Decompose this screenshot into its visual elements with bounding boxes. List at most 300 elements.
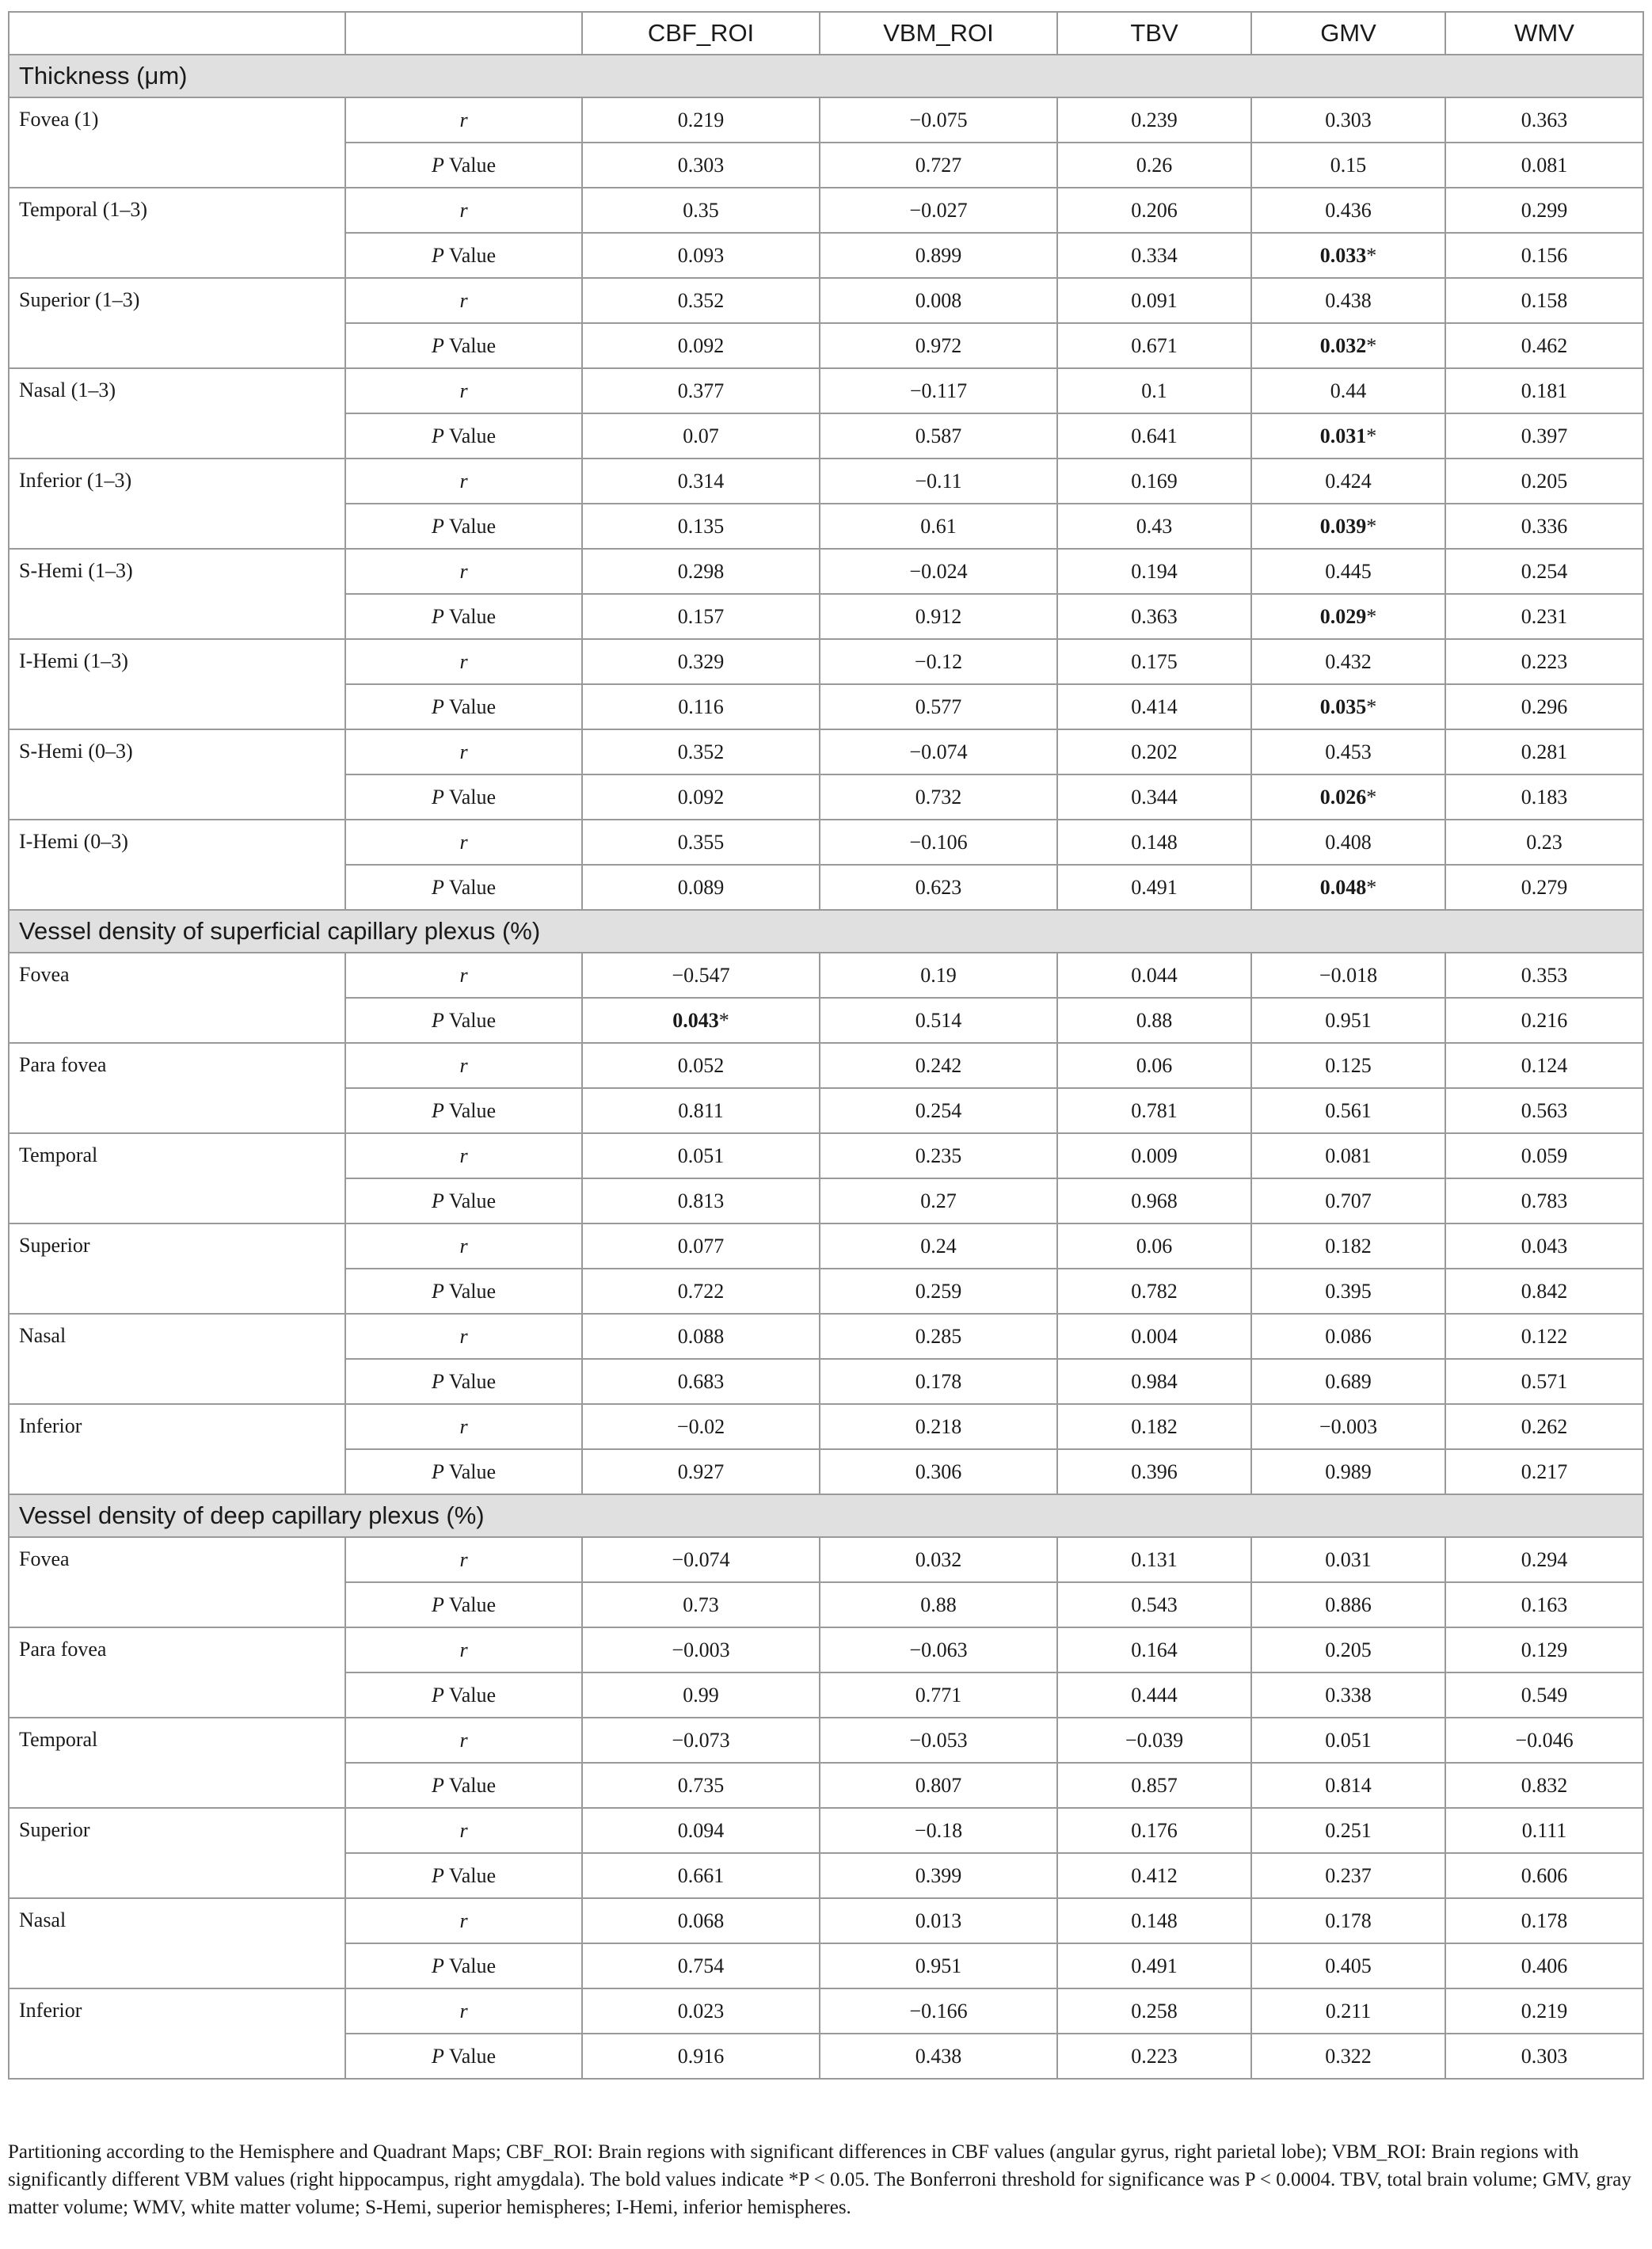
r-value-cell: 0.235 (820, 1133, 1057, 1178)
stat-label-p (345, 998, 582, 1043)
stat-label-p (345, 1582, 582, 1627)
stat-label-r-text: r (459, 559, 468, 583)
p-value-cell: 0.61 (820, 504, 1057, 549)
stat-label-r-text: r (459, 1234, 468, 1258)
p-value-cell: 0.857 (1057, 1763, 1251, 1808)
p-value-cell: 0.07 (582, 413, 820, 459)
table-row (9, 368, 1643, 413)
header-cell (9, 12, 345, 55)
stat-label-p (345, 594, 582, 639)
stat-label-p-rest: Value (443, 875, 497, 899)
p-value-cell: 0.984 (1057, 1359, 1251, 1404)
stat-label-r (345, 639, 582, 684)
p-value-cell: 0.563 (1445, 1088, 1643, 1133)
stat-label-p-italic: P (431, 1279, 444, 1303)
p-value-cell: 0.26 (1057, 143, 1251, 188)
stat-label-r-text: r (459, 379, 468, 402)
p-value-cell: 0.813 (582, 1178, 820, 1223)
stat-label-r (345, 1314, 582, 1359)
stat-label-p (345, 1672, 582, 1718)
table-row (9, 97, 1643, 143)
p-value-bold: 0.048 (1319, 875, 1367, 899)
stat-label-r (345, 1808, 582, 1853)
p-value-bold: 0.033 (1319, 243, 1367, 267)
p-value-cell: 0.811 (582, 1088, 820, 1133)
r-value-cell: 0.329 (582, 639, 820, 684)
stat-label-p-italic: P (431, 875, 444, 899)
p-value-cell: 0.089 (582, 865, 820, 910)
p-value-cell: 0.237 (1251, 1853, 1445, 1898)
stat-label-p-rest: Value (443, 2044, 497, 2068)
stat-label-p-rest: Value (443, 1189, 497, 1212)
p-value-cell: 0.396 (1057, 1449, 1251, 1494)
stat-label-p (345, 504, 582, 549)
stat-label-p (345, 1449, 582, 1494)
table-row (9, 278, 1643, 323)
significance-marker: * (1366, 514, 1377, 538)
p-value-cell: 0.254 (820, 1088, 1057, 1133)
r-value-cell: 0.242 (820, 1043, 1057, 1088)
p-value-cell: 0.081 (1445, 143, 1643, 188)
p-value-cell: 0.217 (1445, 1449, 1643, 1494)
stat-label-p-rest: Value (443, 1459, 497, 1483)
stat-label-r-text: r (459, 1999, 468, 2023)
r-value-cell: −0.073 (582, 1718, 820, 1763)
r-value-cell: 0.032 (820, 1537, 1057, 1582)
table-row (9, 1988, 1643, 2034)
r-value-cell: 0.052 (582, 1043, 820, 1088)
row-label: Nasal (9, 1314, 345, 1404)
r-value-cell: −0.027 (820, 188, 1057, 233)
table-row (9, 1223, 1643, 1269)
r-value-cell: 0.051 (582, 1133, 820, 1178)
stat-label-r (345, 188, 582, 233)
r-value-cell: 0.125 (1251, 1043, 1445, 1088)
r-value-cell: −0.166 (820, 1988, 1057, 2034)
stat-label-r-text: r (459, 1414, 468, 1438)
header-cbf-roi: CBF_ROI (582, 12, 820, 55)
r-value-cell: 0.181 (1445, 368, 1643, 413)
header-vbm-roi: VBM_ROI (820, 12, 1057, 55)
p-value-cell: 0.178 (820, 1359, 1057, 1404)
r-value-cell: 0.219 (582, 97, 820, 143)
stat-label-p-italic: P (431, 1008, 444, 1032)
p-value-cell-significant (1251, 774, 1445, 820)
p-value-cell: 0.156 (1445, 233, 1643, 278)
r-value-cell: 0.202 (1057, 729, 1251, 774)
stat-label-r-text: r (459, 1818, 468, 1842)
stat-label-p-italic: P (431, 1954, 444, 1977)
p-value-bold: 0.032 (1319, 333, 1367, 357)
stat-label-p (345, 1853, 582, 1898)
row-label: Superior (9, 1223, 345, 1314)
table-row (9, 1627, 1643, 1672)
p-value-cell: 0.754 (582, 1943, 820, 1988)
r-value-cell: 0.086 (1251, 1314, 1445, 1359)
stat-label-p (345, 1178, 582, 1223)
stat-label-p-italic: P (431, 1189, 444, 1212)
p-value-cell: 0.303 (1445, 2034, 1643, 2079)
r-value-cell: 0.043 (1445, 1223, 1643, 1269)
p-value-cell: 0.832 (1445, 1763, 1643, 1808)
table-row (9, 1043, 1643, 1088)
r-value-cell: 0.182 (1251, 1223, 1445, 1269)
p-value-bold: 0.043 (672, 1008, 719, 1032)
table-row (9, 1718, 1643, 1763)
table-row (9, 188, 1643, 233)
p-value-cell: 0.989 (1251, 1449, 1445, 1494)
table-row (9, 639, 1643, 684)
stat-label-r (345, 820, 582, 865)
significance-marker: * (1366, 785, 1377, 809)
r-value-cell: 0.148 (1057, 1898, 1251, 1943)
stat-label-r (345, 1988, 582, 2034)
significance-marker: * (1366, 694, 1377, 718)
r-value-cell: 0.44 (1251, 368, 1445, 413)
table-row (9, 953, 1643, 998)
significance-marker: * (1366, 875, 1377, 899)
p-value-cell-significant (1251, 323, 1445, 368)
row-label: Inferior (9, 1988, 345, 2079)
r-value-cell: 0.124 (1445, 1043, 1643, 1088)
stat-label-r-text: r (459, 198, 468, 222)
p-value-cell: 0.279 (1445, 865, 1643, 910)
r-value-cell: 0.059 (1445, 1133, 1643, 1178)
r-value-cell: −0.18 (820, 1808, 1057, 1853)
section-title: Vessel density of deep capillary plexus (%) (9, 1494, 1643, 1537)
stat-label-p (345, 233, 582, 278)
r-value-cell: 0.044 (1057, 953, 1251, 998)
r-value-cell: −0.075 (820, 97, 1057, 143)
stat-label-r (345, 953, 582, 998)
stat-label-r-text: r (459, 830, 468, 854)
p-value-cell: 0.296 (1445, 684, 1643, 729)
stat-label-p-italic: P (431, 1863, 444, 1887)
r-value-cell: 0.363 (1445, 97, 1643, 143)
p-value-cell-significant (582, 998, 820, 1043)
stat-label-r-text: r (459, 1547, 468, 1571)
p-value-cell: 0.306 (820, 1449, 1057, 1494)
p-value-cell: 0.183 (1445, 774, 1643, 820)
p-value-cell: 0.438 (820, 2034, 1057, 2079)
stat-label-r (345, 1133, 582, 1178)
p-value-cell: 0.491 (1057, 865, 1251, 910)
r-value-cell: 0.211 (1251, 1988, 1445, 2034)
stat-label-p (345, 865, 582, 910)
p-value-cell: 0.092 (582, 323, 820, 368)
p-value-cell: 0.689 (1251, 1359, 1445, 1404)
r-value-cell: 0.239 (1057, 97, 1251, 143)
p-value-cell: 0.303 (582, 143, 820, 188)
r-value-cell: 0.377 (582, 368, 820, 413)
stat-label-r (345, 1043, 582, 1088)
p-value-cell: 0.623 (820, 865, 1057, 910)
r-value-cell: 0.19 (820, 953, 1057, 998)
r-value-cell: 0.438 (1251, 278, 1445, 323)
r-value-cell: 0.298 (582, 549, 820, 594)
r-value-cell: 0.35 (582, 188, 820, 233)
p-value-cell: 0.735 (582, 1763, 820, 1808)
p-value-cell: 0.27 (820, 1178, 1057, 1223)
r-value-cell: 0.352 (582, 278, 820, 323)
stat-label-p-rest: Value (443, 604, 497, 628)
p-value-bold: 0.029 (1319, 604, 1367, 628)
r-value-cell: 0.223 (1445, 639, 1643, 684)
p-value-bold: 0.031 (1319, 424, 1367, 447)
p-value-cell-significant (1251, 684, 1445, 729)
r-value-cell: −0.003 (582, 1627, 820, 1672)
p-value-cell: 0.334 (1057, 233, 1251, 278)
r-value-cell: −0.02 (582, 1404, 820, 1449)
r-value-cell: 0.205 (1445, 459, 1643, 504)
r-value-cell: 0.148 (1057, 820, 1251, 865)
r-value-cell: 0.176 (1057, 1808, 1251, 1853)
row-label: Fovea (9, 953, 345, 1043)
stat-label-r-text: r (459, 1053, 468, 1077)
p-value-cell: 0.163 (1445, 1582, 1643, 1627)
row-label: Temporal (1–3) (9, 188, 345, 278)
p-value-cell: 0.732 (820, 774, 1057, 820)
table-row (9, 1808, 1643, 1853)
r-value-cell: 0.094 (582, 1808, 820, 1853)
stat-label-p-italic: P (431, 1683, 444, 1707)
header-gmv: GMV (1251, 12, 1445, 55)
r-value-cell: 0.175 (1057, 639, 1251, 684)
r-value-cell: 0.355 (582, 820, 820, 865)
r-value-cell: 0.299 (1445, 188, 1643, 233)
r-value-cell: 0.436 (1251, 188, 1445, 233)
p-value-cell: 0.814 (1251, 1763, 1445, 1808)
r-value-cell: 0.453 (1251, 729, 1445, 774)
r-value-cell: 0.1 (1057, 368, 1251, 413)
p-value-cell: 0.336 (1445, 504, 1643, 549)
stat-label-r-text: r (459, 1144, 468, 1167)
p-value-bold: 0.039 (1319, 514, 1367, 538)
p-value-cell: 0.363 (1057, 594, 1251, 639)
r-value-cell: 0.081 (1251, 1133, 1445, 1178)
table-row (9, 1537, 1643, 1582)
section-header-row (9, 910, 1643, 953)
p-value-cell: 0.88 (1057, 998, 1251, 1043)
r-value-cell: 0.008 (820, 278, 1057, 323)
stat-label-p-rest: Value (443, 1863, 497, 1887)
r-value-cell: 0.218 (820, 1404, 1057, 1449)
p-value-cell: 0.216 (1445, 998, 1643, 1043)
row-label: S-Hemi (1–3) (9, 549, 345, 639)
p-value-cell: 0.912 (820, 594, 1057, 639)
significance-marker: * (1366, 243, 1377, 267)
p-value-cell: 0.886 (1251, 1582, 1445, 1627)
row-label: Para fovea (9, 1043, 345, 1133)
r-value-cell: 0.091 (1057, 278, 1251, 323)
p-value-cell: 0.395 (1251, 1269, 1445, 1314)
r-value-cell: 0.06 (1057, 1223, 1251, 1269)
p-value-cell: 0.927 (582, 1449, 820, 1494)
row-label: I-Hemi (1–3) (9, 639, 345, 729)
stat-label-p-italic: P (431, 1369, 444, 1393)
r-value-cell: 0.164 (1057, 1627, 1251, 1672)
stat-label-r (345, 1223, 582, 1269)
p-value-cell: 0.671 (1057, 323, 1251, 368)
table-header (9, 12, 1643, 55)
r-value-cell: 0.314 (582, 459, 820, 504)
r-value-cell: 0.194 (1057, 549, 1251, 594)
stat-label-p-italic: P (431, 153, 444, 177)
stat-label-p-italic: P (431, 785, 444, 809)
p-value-cell-significant (1251, 594, 1445, 639)
p-value-cell: 0.43 (1057, 504, 1251, 549)
p-value-cell: 0.683 (582, 1359, 820, 1404)
stat-label-p (345, 774, 582, 820)
r-value-cell: −0.053 (820, 1718, 1057, 1763)
stat-label-p-rest: Value (443, 333, 497, 357)
stat-label-p (345, 323, 582, 368)
r-value-cell: 0.262 (1445, 1404, 1643, 1449)
p-value-cell: 0.561 (1251, 1088, 1445, 1133)
p-value-bold: 0.035 (1319, 694, 1367, 718)
p-value-cell: 0.842 (1445, 1269, 1643, 1314)
p-value-cell: 0.571 (1445, 1359, 1643, 1404)
r-value-cell: 0.004 (1057, 1314, 1251, 1359)
p-value-cell: 0.587 (820, 413, 1057, 459)
significance-marker: * (1366, 333, 1377, 357)
p-value-cell: 0.782 (1057, 1269, 1251, 1314)
r-value-cell: 0.424 (1251, 459, 1445, 504)
p-value-cell: 0.338 (1251, 1672, 1445, 1718)
r-value-cell: 0.031 (1251, 1537, 1445, 1582)
r-value-cell: −0.063 (820, 1627, 1057, 1672)
table-body (9, 55, 1643, 2079)
table-row (9, 1404, 1643, 1449)
stat-label-p-rest: Value (443, 1954, 497, 1977)
header-tbv: TBV (1057, 12, 1251, 55)
p-value-cell: 0.707 (1251, 1178, 1445, 1223)
r-value-cell: 0.23 (1445, 820, 1643, 865)
table-row (9, 1898, 1643, 1943)
p-value-cell: 0.462 (1445, 323, 1643, 368)
r-value-cell: −0.074 (820, 729, 1057, 774)
p-value-cell: 0.549 (1445, 1672, 1643, 1718)
stat-label-p-rest: Value (443, 1593, 497, 1616)
row-label: S-Hemi (0–3) (9, 729, 345, 820)
r-value-cell: 0.088 (582, 1314, 820, 1359)
p-value-cell: 0.344 (1057, 774, 1251, 820)
stat-label-p-italic: P (431, 694, 444, 718)
stat-label-r (345, 97, 582, 143)
p-value-cell: 0.899 (820, 233, 1057, 278)
r-value-cell: 0.077 (582, 1223, 820, 1269)
p-value-cell: 0.491 (1057, 1943, 1251, 1988)
stat-label-r (345, 278, 582, 323)
header-row (9, 12, 1643, 55)
r-value-cell: 0.206 (1057, 188, 1251, 233)
r-value-cell: 0.182 (1057, 1404, 1251, 1449)
p-value-cell: 0.951 (1251, 998, 1445, 1043)
stat-label-p-italic: P (431, 1773, 444, 1797)
stat-label-p-rest: Value (443, 243, 497, 267)
p-value-cell: 0.223 (1057, 2034, 1251, 2079)
stat-label-p-rest: Value (443, 514, 497, 538)
significance-marker: * (1366, 604, 1377, 628)
p-value-cell: 0.771 (820, 1672, 1057, 1718)
r-value-cell: 0.24 (820, 1223, 1057, 1269)
p-value-cell: 0.092 (582, 774, 820, 820)
section-title: Thickness (μm) (9, 55, 1643, 97)
stat-label-p-rest: Value (443, 1008, 497, 1032)
r-value-cell: −0.12 (820, 639, 1057, 684)
p-value-cell: 0.727 (820, 143, 1057, 188)
row-label: Inferior (1–3) (9, 459, 345, 549)
p-value-cell-significant (1251, 233, 1445, 278)
table-row (9, 1133, 1643, 1178)
stat-label-p-italic: P (431, 1593, 444, 1616)
p-value-cell: 0.397 (1445, 413, 1643, 459)
stat-label-p-italic: P (431, 514, 444, 538)
p-value-cell: 0.606 (1445, 1853, 1643, 1898)
table-row (9, 459, 1643, 504)
p-value-cell: 0.399 (820, 1853, 1057, 1898)
stat-label-r (345, 1404, 582, 1449)
r-value-cell: −0.003 (1251, 1404, 1445, 1449)
stat-label-p-italic: P (431, 604, 444, 628)
p-value-cell: 0.15 (1251, 143, 1445, 188)
section-header-row (9, 55, 1643, 97)
p-value-cell: 0.722 (582, 1269, 820, 1314)
p-value-cell-significant (1251, 865, 1445, 910)
r-value-cell: 0.303 (1251, 97, 1445, 143)
table-row (9, 729, 1643, 774)
stat-label-r-text: r (459, 288, 468, 312)
p-value-cell: 0.641 (1057, 413, 1251, 459)
row-label: Fovea (9, 1537, 345, 1627)
r-value-cell: 0.178 (1445, 1898, 1643, 1943)
r-value-cell: 0.111 (1445, 1808, 1643, 1853)
p-value-cell: 0.807 (820, 1763, 1057, 1808)
stat-label-r-text: r (459, 1728, 468, 1752)
p-value-cell: 0.093 (582, 233, 820, 278)
r-value-cell: 0.352 (582, 729, 820, 774)
p-value-cell: 0.781 (1057, 1088, 1251, 1133)
p-value-cell: 0.406 (1445, 1943, 1643, 1988)
stat-label-p-rest: Value (443, 424, 497, 447)
stat-label-r-text: r (459, 740, 468, 763)
stat-label-r-text: r (459, 649, 468, 673)
p-value-cell: 0.783 (1445, 1178, 1643, 1223)
r-value-cell: 0.281 (1445, 729, 1643, 774)
stat-label-r (345, 1627, 582, 1672)
r-value-cell: 0.178 (1251, 1898, 1445, 1943)
section-title: Vessel density of superficial capillary plexus (%) (9, 910, 1643, 953)
p-value-bold: 0.026 (1319, 785, 1367, 809)
stat-label-r (345, 1898, 582, 1943)
row-label: Superior (1–3) (9, 278, 345, 368)
p-value-cell: 0.231 (1445, 594, 1643, 639)
stat-label-r-text: r (459, 108, 468, 131)
header-wmv: WMV (1445, 12, 1643, 55)
r-value-cell: 0.009 (1057, 1133, 1251, 1178)
stat-label-p (345, 1269, 582, 1314)
stat-label-p-italic: P (431, 333, 444, 357)
header-cell (345, 12, 582, 55)
row-label: Fovea (1) (9, 97, 345, 188)
r-value-cell: 0.258 (1057, 1988, 1251, 2034)
correlation-table (8, 11, 1644, 2080)
r-value-cell: 0.219 (1445, 1988, 1643, 2034)
r-value-cell: 0.129 (1445, 1627, 1643, 1672)
stat-label-p-rest: Value (443, 694, 497, 718)
stat-label-p-rest: Value (443, 1369, 497, 1393)
r-value-cell: 0.408 (1251, 820, 1445, 865)
